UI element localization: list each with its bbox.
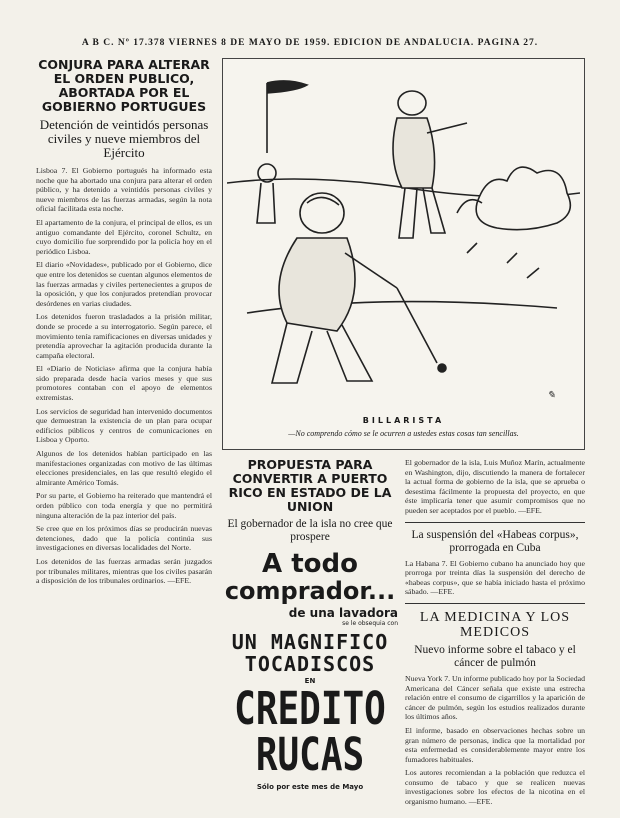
advertisement-credito-rucas: [222, 548, 398, 808]
column-puerto-rico: [222, 458, 398, 548]
puerto-rico-subhead: El gobernador de la isla no cree que prospere: [227, 518, 393, 543]
ad-line: EN: [304, 677, 316, 685]
divider: [405, 603, 585, 604]
ad-line: UN MAGNIFICO: [231, 630, 389, 654]
ad-line: comprador...: [224, 577, 396, 605]
cartoon-signature: ✎: [547, 390, 556, 401]
ad-brand-rucas: RUCAS: [255, 729, 365, 781]
portugal-paragraph: Lisboa 7. El Gobierno portugués ha informado esta noche que ha abortado una conjura para alterar el orden público, y ha detenido a veintidós personas civiles y nueve miembros de las fuerzas armadas, según la nota oficial facilitada esta noche.: [36, 166, 212, 214]
portugal-subhead: Detención de veintidós personas civiles y nueve miembros del Ejército: [39, 117, 209, 160]
divider: [405, 522, 585, 523]
portugal-paragraph: El «Diario de Noticias» afirma que la conjura había sido preparada desde hacía varios meses y que sus promotores contaban con el apoyo de elementos extremistas.: [36, 364, 212, 403]
portugal-paragraph: Algunos de los detenidos habían participado en las manifestaciones organizadas con motivo de las últimas elecciones presidenciales, en las que resultó elegido el almirante Américo Tomás.: [36, 449, 212, 487]
medicina-paragraph: El informe, basado en observaciones hechas sobre un gran número de personas, indica que la mortalidad por esta enfermedad es considerablemente mayor entre los fumadores habituales.: [405, 725, 585, 764]
portugal-paragraph: El diario «Novidades», publicado por el Gobierno, dice que entre los detenidos se cuentan algunos elementos de las fuerzas armadas y civiles pertenecientes a grupos de la oposición, y que los conjurados pretendían provocar desórdenes en varias ciudades.: [36, 260, 212, 308]
puerto-rico-continued: El gobernador de la isla, Luis Muñoz Marín, actualmente en Washington, dijo, discutiendo la manera de fortalecer la actual forma de gobierno de la isla, que se aprueba o desestima fácilmente la propuesta del proyecto, en que éste implicaría tener que asumir compromisos que no pueden ser aceptados por el pueblo. —EFE.: [405, 458, 585, 515]
ad-line: se le obsequia con: [342, 620, 398, 627]
medicina-headline: LA MEDICINA Y LOS MEDICOS: [419, 609, 571, 640]
ad-line: TOCADISCOS: [244, 652, 376, 676]
cartoon-title: BILLARISTA: [362, 416, 445, 425]
column-right: [405, 458, 585, 818]
portugal-paragraph: Los detenidos de las fuerzas armadas serán juzgados por tribunales militares, mientras que los civiles pasarán a disposición de los tribunales ordinarios. —EFE.: [36, 556, 212, 586]
cartoon-caption: —No comprendo cómo se le ocurren a ustedes estas cosas tan sencillas.: [288, 429, 519, 438]
portugal-paragraph: Los servicios de seguridad han intervenido documentos que demuestran la existencia de un plan para ocupar edificios públicos y centros de comunicaciones en Lisboa y Oporto.: [36, 406, 212, 445]
ad-line: de una lavadora: [288, 606, 398, 620]
portugal-paragraph: Se cree que en los próximos días se producirán nuevas detenciones, dado que la policía continúa sus investigaciones en diversas localidades del Norte.: [36, 524, 212, 553]
column-portugal: [36, 58, 212, 818]
ad-brand-credito: CREDITO: [234, 683, 386, 735]
cartoon-illustration: [227, 63, 580, 413]
portugal-paragraph: El apartamento de la conjura, el principal de ellos, es un antiguo comandante del Ejército, coronel Schultz, en cuyo domicilio fue sorprendido por la policía hoy en el periódico Lisboa.: [36, 217, 212, 256]
cuba-paragraph: La Habana 7. El Gobierno cubano ha anunciado hoy que prorroga por treinta días la suspensión del derecho de «habeas corpus», que se había iniciado hasta el próximo sábado. —EFE.: [405, 558, 585, 597]
cartoon-panel: [222, 58, 585, 450]
page-masthead: A B C. Nº 17.378 VIERNES 8 DE MAYO DE 1959. EDICION DE ANDALUCIA. PAGINA 27.: [81, 38, 539, 48]
ad-line: Sólo por este mes de Mayo: [256, 783, 364, 791]
medicina-subhead: Nuevo informe sobre el tabaco y el cáncer de pulmón: [414, 643, 576, 669]
cuba-headline: La suspensión del «Habeas corpus», prorrogada en Cuba: [411, 528, 579, 554]
portugal-headline: CONJURA PARA ALTERAR EL ORDEN PUBLICO, ABORTADA POR EL GOBIERNO PORTUGUES: [38, 58, 210, 114]
medicina-paragraph: Los autores recomiendan a la población que reduzca el consumo de tabaco y que se realicen nuevas investigaciones sobre los efectos de la nicotina en el organismo humano. —EFE.: [405, 768, 585, 807]
ad-line: A todo: [262, 549, 358, 579]
puerto-rico-headline: PROPUESTA PARA CONVERTIR A PUERTO RICO EN ESTADO DE LA UNION: [228, 458, 392, 514]
portugal-paragraph: Los detenidos fueron trasladados a la prisión militar, donde se procede a su interrogatorio. Según parece, el movimiento tenía ramificaciones en diversas unidades y pretendía aprovechar la agitación producida durante la campaña electoral.: [36, 312, 212, 360]
portugal-paragraph: Por su parte, el Gobierno ha reiterado que mantendrá el orden público con toda energía y que no permitirá ninguna alteración de la paz interior del país.: [36, 491, 212, 520]
medicina-paragraph: Nueva York 7. Un informe publicado hoy por la Sociedad Americana del Cáncer señala que existe una estrecha relación entre el consumo de cigarrillos y la aparición de cáncer de pulmón, según los estudios realizados durante los últimos años.: [405, 673, 585, 722]
